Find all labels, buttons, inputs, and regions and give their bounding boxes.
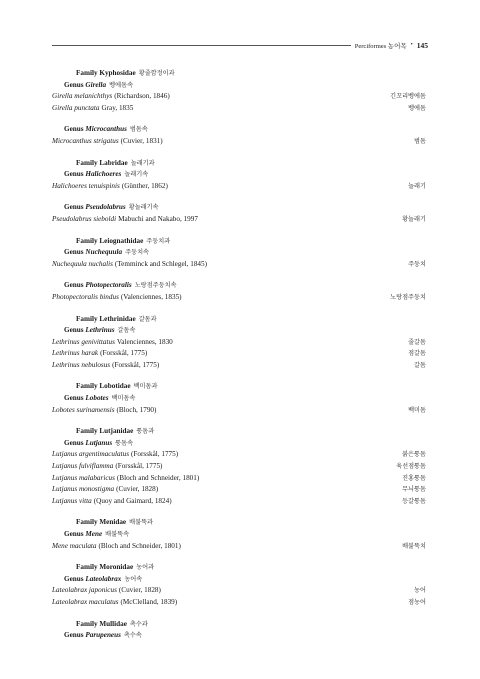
page-number: 145	[416, 40, 428, 50]
genus-label: Genus	[64, 326, 84, 335]
genus-heading	[52, 247, 426, 259]
korean-common-name: 주둥치	[408, 260, 426, 268]
group-spacer	[52, 304, 426, 314]
genus-heading	[52, 393, 426, 405]
family-name: Moronidae	[99, 563, 134, 572]
family-heading	[52, 517, 426, 529]
species-author: (Bloch and Schneider, 1801)	[116, 473, 200, 482]
species-row	[52, 292, 426, 304]
genus-korean-name: 배불뚝속	[105, 531, 130, 538]
genus-label: Genus	[64, 248, 84, 257]
species-author: (McClelland, 1839)	[120, 597, 178, 606]
family-korean-name: 주둥치과	[146, 237, 171, 245]
genus-spacer	[52, 192, 426, 202]
species-name: Lateolabrax maculatus	[52, 597, 119, 606]
species-name: Pseudolabrus sieboldi	[52, 214, 117, 223]
species-author: (Richardson, 1846)	[114, 92, 170, 101]
genus-korean-name: 범돔속	[129, 126, 148, 134]
korean-common-name: 무늬퉁돔	[402, 486, 426, 494]
genus-name: Photopectoralis	[85, 281, 132, 290]
species-row	[52, 337, 426, 349]
korean-common-name: 범돔	[414, 137, 426, 145]
genus-korean-name: 촉수속	[123, 632, 142, 640]
family-label: Family	[76, 427, 98, 436]
species-row	[52, 473, 426, 485]
family-heading	[52, 426, 426, 438]
species-author: (Quoy and Gaimard, 1824)	[93, 496, 172, 505]
genus-label: Genus	[64, 574, 84, 583]
family-korean-name: 퉁돔과	[136, 428, 155, 436]
species-row	[52, 259, 426, 271]
group-spacer	[52, 226, 426, 236]
korean-common-name: 벵에돔	[408, 104, 426, 112]
family-korean-name: 백미돔과	[133, 383, 158, 391]
species-author: (Forsskål, 1775)	[100, 349, 148, 358]
running-head-section: Perciformes 농어목	[354, 42, 407, 50]
species-author: Valenciennes, 1830	[116, 337, 173, 346]
species-row	[52, 449, 426, 461]
species-author: (Forsskål, 1775)	[131, 450, 179, 459]
species-author: (Forsskål, 1775)	[115, 462, 163, 471]
genus-korean-name: 황놀래기속	[128, 204, 159, 212]
korean-common-name: 백미돔	[408, 406, 426, 414]
genus-label: Genus	[64, 438, 84, 447]
korean-common-name: 점갈돔	[408, 350, 426, 358]
species-name: Lutjanus vitta	[52, 496, 92, 505]
family-korean-name: 촉수과	[129, 620, 148, 628]
genus-label: Genus	[64, 631, 84, 640]
family-korean-name: 놀래기과	[130, 159, 155, 167]
genus-name: Lateolabrax	[85, 574, 122, 583]
species-row	[52, 360, 426, 372]
family-heading	[52, 158, 426, 170]
family-label: Family	[76, 158, 98, 167]
korean-common-name: 노랑점주둥치	[390, 293, 426, 301]
species-name: Lutjanus argentimaculatus	[52, 450, 130, 459]
group-spacer	[52, 552, 426, 562]
genus-korean-name: 백미돔속	[111, 395, 136, 403]
genus-korean-name: 갈돔속	[117, 327, 136, 335]
group-spacer	[52, 416, 426, 426]
species-row	[52, 103, 426, 115]
species-name: Girella melanichthys	[52, 92, 113, 101]
korean-common-name: 진홍퉁돔	[402, 474, 426, 482]
genus-label: Genus	[64, 203, 84, 212]
species-author: (Bloch, 1790)	[116, 405, 157, 414]
genus-name: Girella	[85, 80, 107, 89]
species-author: (Temminck and Schlegel, 1845)	[114, 259, 208, 268]
korean-common-name: 농어	[414, 587, 426, 595]
genus-name: Mene	[85, 530, 103, 538]
family-label: Family	[76, 563, 98, 572]
genus-korean-name: 퉁돔속	[115, 439, 134, 447]
species-name: Microcanthus strigatus	[52, 136, 119, 145]
family-name: Kyphosidae	[99, 69, 136, 77]
korean-common-name: 점농어	[408, 598, 426, 606]
group-spacer	[52, 148, 426, 158]
korean-common-name: 긴꼬리벵에돔	[390, 93, 426, 101]
family-label: Family	[76, 314, 98, 323]
family-korean-name: 배불뚝과	[129, 519, 154, 527]
genus-korean-name: 놀래기속	[124, 171, 149, 179]
header-rule	[52, 45, 351, 46]
taxonomy-list	[52, 68, 426, 642]
genus-heading	[52, 280, 426, 292]
species-name: Mene maculata	[52, 541, 97, 550]
genus-name: Parupeneus	[85, 631, 121, 640]
genus-korean-name: 농어속	[124, 575, 143, 583]
species-author: (Forsskål, 1775)	[112, 360, 160, 369]
genus-heading	[52, 124, 426, 136]
species-name: Nuchequula nuchalis	[52, 259, 113, 268]
family-heading	[52, 381, 426, 393]
bullet-separator: •	[410, 42, 413, 48]
species-author: (Cuvier, 1831)	[120, 136, 163, 145]
species-name: Lethrinus nebulosus	[52, 360, 111, 369]
korean-common-name: 배불뚝치	[402, 542, 426, 550]
species-name: Lutjanus monostigma	[52, 485, 115, 494]
family-label: Family	[76, 518, 98, 527]
genus-name: Lobotes	[85, 394, 109, 403]
family-heading	[52, 619, 426, 631]
species-row	[52, 405, 426, 417]
genus-spacer	[52, 114, 426, 124]
species-name: Lutjanus fulviflamma	[52, 462, 114, 471]
species-author: (Cuvier, 1828)	[118, 586, 161, 595]
species-author: Mabuchi and Nakabo, 1997	[118, 214, 198, 223]
species-name: Lateolabrax japonicus	[52, 586, 117, 595]
genus-heading	[52, 630, 426, 642]
species-row	[52, 181, 426, 193]
genus-label: Genus	[64, 170, 84, 179]
family-korean-name: 갈돔과	[138, 315, 157, 323]
genus-heading	[52, 529, 426, 541]
genus-name: Lutjanus	[85, 438, 113, 447]
genus-heading	[52, 438, 426, 450]
korean-common-name: 등갈퉁돔	[402, 497, 426, 505]
genus-korean-name: 주둥치속	[125, 249, 150, 257]
genus-heading	[52, 325, 426, 337]
group-spacer	[52, 371, 426, 381]
species-name: Halichoeres tenuispinis	[52, 181, 120, 190]
genus-label: Genus	[64, 394, 84, 403]
family-heading	[52, 562, 426, 574]
genus-heading	[52, 574, 426, 586]
family-heading	[52, 68, 426, 80]
species-row	[52, 214, 426, 226]
family-name: Menidae	[99, 518, 127, 527]
species-name: Lobotes surinamensis	[52, 405, 115, 414]
family-name: Lobotidae	[99, 382, 131, 391]
korean-common-name: 갈돔	[414, 361, 426, 369]
genus-heading	[52, 169, 426, 181]
genus-name: Lethrinus	[85, 326, 115, 335]
genus-korean-name: 노랑점주둥치속	[134, 282, 177, 290]
species-author: (Bloch and Schneider, 1801)	[98, 541, 181, 550]
genus-label: Genus	[64, 80, 84, 89]
genus-label: Genus	[64, 125, 84, 134]
species-author: (Günther, 1862)	[121, 181, 168, 190]
genus-korean-name: 벵에돔속	[109, 81, 134, 89]
species-name: Girella punctata	[52, 103, 100, 112]
group-spacer	[52, 507, 426, 517]
family-label: Family	[76, 619, 98, 628]
group-spacer	[52, 609, 426, 619]
family-name: Labridae	[99, 158, 128, 167]
species-author: (Valenciennes, 1835)	[120, 292, 182, 301]
family-heading	[52, 236, 426, 248]
genus-name: Microcanthus	[85, 125, 127, 134]
genus-heading	[52, 202, 426, 214]
species-name: Lethrinus genivittatus	[52, 337, 115, 346]
korean-common-name: 놀래기	[408, 182, 426, 190]
genus-spacer	[52, 270, 426, 280]
species-row	[52, 136, 426, 148]
species-author: (Cuvier, 1828)	[116, 485, 159, 494]
genus-name: Pseudolabrus	[85, 203, 126, 212]
species-row	[52, 461, 426, 473]
family-korean-name: 황줄깜정이과	[138, 70, 175, 77]
species-name: Photopectoralis bindus	[52, 292, 119, 301]
family-label: Family	[76, 69, 98, 77]
species-name: Lethrinus harak	[52, 349, 99, 358]
species-row	[52, 541, 426, 553]
family-heading	[52, 314, 426, 326]
genus-name: Halichoeres	[85, 170, 122, 179]
korean-common-name: 황놀래기	[402, 215, 426, 223]
family-name: Leiognathidae	[99, 236, 144, 245]
running-head	[52, 39, 428, 51]
family-name: Mullidae	[99, 619, 127, 628]
family-name: Lutjanidae	[99, 427, 134, 436]
family-label: Family	[76, 382, 98, 391]
species-row	[52, 585, 426, 597]
korean-common-name: 줄갈돔	[408, 338, 426, 346]
korean-common-name: 육선점퉁돔	[396, 463, 426, 471]
genus-heading	[52, 80, 426, 92]
species-name: Lutjanus malabaricus	[52, 473, 115, 482]
family-korean-name: 농어과	[136, 564, 155, 572]
family-name: Lethrinidae	[99, 314, 136, 323]
korean-common-name: 붉은퉁돔	[402, 451, 426, 459]
species-row	[52, 597, 426, 609]
species-row	[52, 91, 426, 103]
genus-label: Genus	[64, 530, 84, 538]
genus-name: Nuchequula	[85, 248, 123, 257]
species-row	[52, 496, 426, 508]
species-row	[52, 348, 426, 360]
species-author: Gray, 1835	[101, 103, 134, 112]
genus-label: Genus	[64, 281, 84, 290]
family-label: Family	[76, 236, 98, 245]
species-row	[52, 484, 426, 496]
